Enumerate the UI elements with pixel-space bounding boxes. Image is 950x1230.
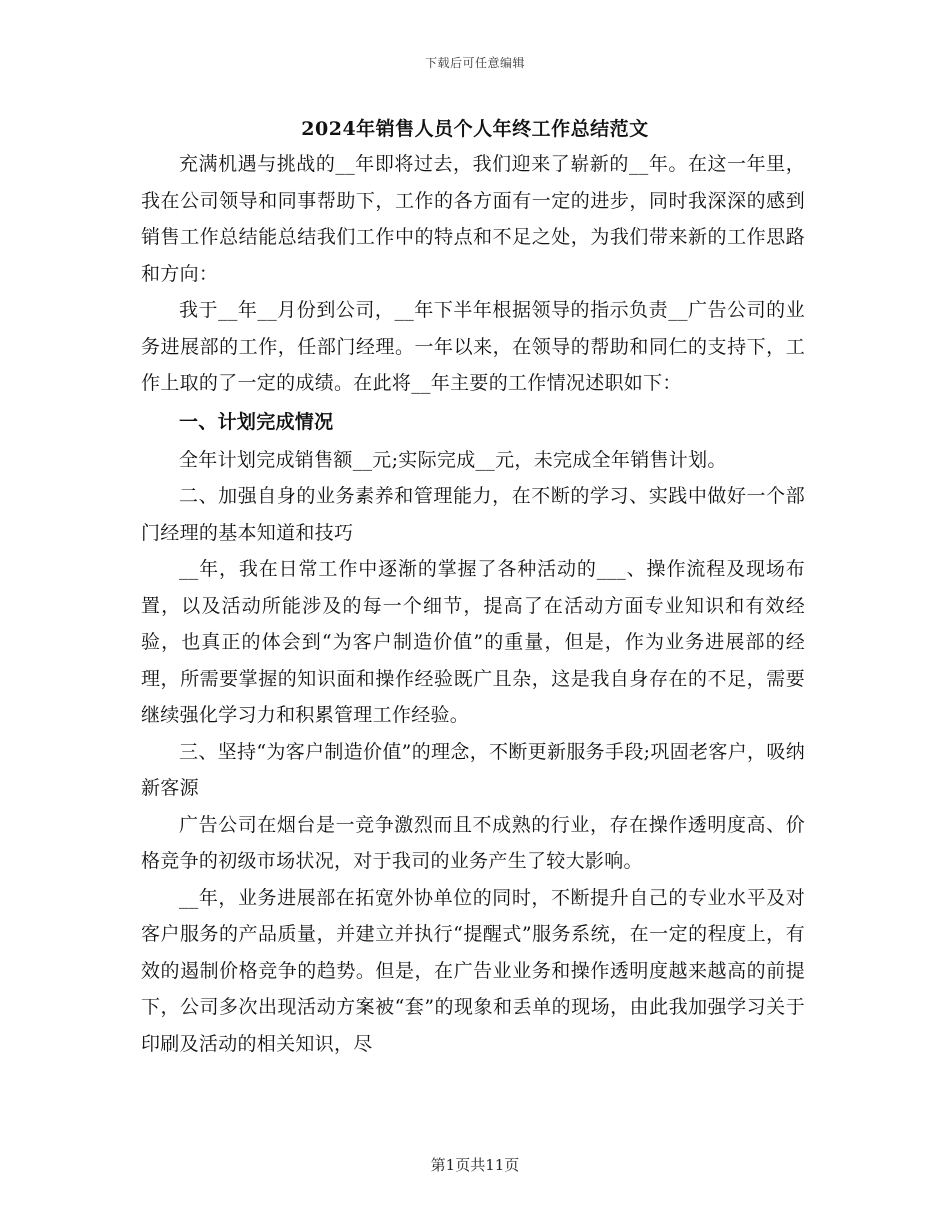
- paragraph-intro: 充满机遇与挑战的__年即将过去，我们迎来了崭新的__年。在这一年里，我在公司领导和同事帮助下，工作的各方面有一定的进步，同时我深深的感到销售工作总结能总结我们工作中的特点和不足之处，为我们带来新的工作思路和方向：: [141, 153, 805, 285]
- paragraph-background: 我于__年__月份到公司，__年下半年根据领导的指示负责__广告公司的业务进展部的工作，任部门经理。一年以来，在领导的帮助和同仁的支持下，工作上取的了一定的成绩。在此将__年主要的工作情况述职如下：: [141, 299, 805, 394]
- paragraph-market: 广告公司在烟台是一竞争激烈而且不成熟的行业，存在操作透明度高、价格竞争的初级市场状况，对于我司的业务产生了较大影响。: [141, 813, 805, 872]
- page-number-footer: 第1页共11页: [430, 1156, 520, 1174]
- paragraph-sales-figures: 全年计划完成销售额__元;实际完成__元，未完成全年销售计划。: [179, 448, 727, 471]
- paragraph-skills: __年，我在日常工作中逐渐的掌握了各种活动的___、操作流程及现场布置，以及活动所能涉及的每一个细节，提高了在活动方面专业知识和有效经验，也真正的体会到“为客户制造价值”的重量，但是，作为业务进展部的经理，所需要掌握的知识面和操作经验既广且杂，这是我自身存在的不足，需要继续强化学习力和积累管理工作经验。: [141, 558, 805, 726]
- paragraph-service: __年，业务进展部在拓宽外协单位的同时，不断提升自己的专业水平及对客户服务的产品质量，并建立并执行“提醒式”服务系统，在一定的程度上，有效的遏制价格竞争的趋势。但是，在广告业业务和操作透明度越来越高的前提下，公司多次出现活动方案被“套”的现象和丢单的现场，由此我加强学习关于印刷及活动的相关知识，尽: [141, 886, 805, 1055]
- paragraph-section-two: 二、加强自身的业务素养和管理能力，在不断的学习、实践中做好一个部门经理的基本知道和技巧: [141, 485, 805, 544]
- header-note: 下载后可任意编辑: [424, 56, 525, 70]
- document-body: [141, 146, 805, 1062]
- section-heading-plan: 一、计划完成情况: [179, 410, 334, 433]
- paragraph-section-three: 三、坚持“为客户制造价值”的理念，不断更新服务手段;巩固老客户，吸纳新客源: [141, 740, 805, 799]
- document-title: 2024年销售人员个人年终工作总结范文: [301, 118, 649, 140]
